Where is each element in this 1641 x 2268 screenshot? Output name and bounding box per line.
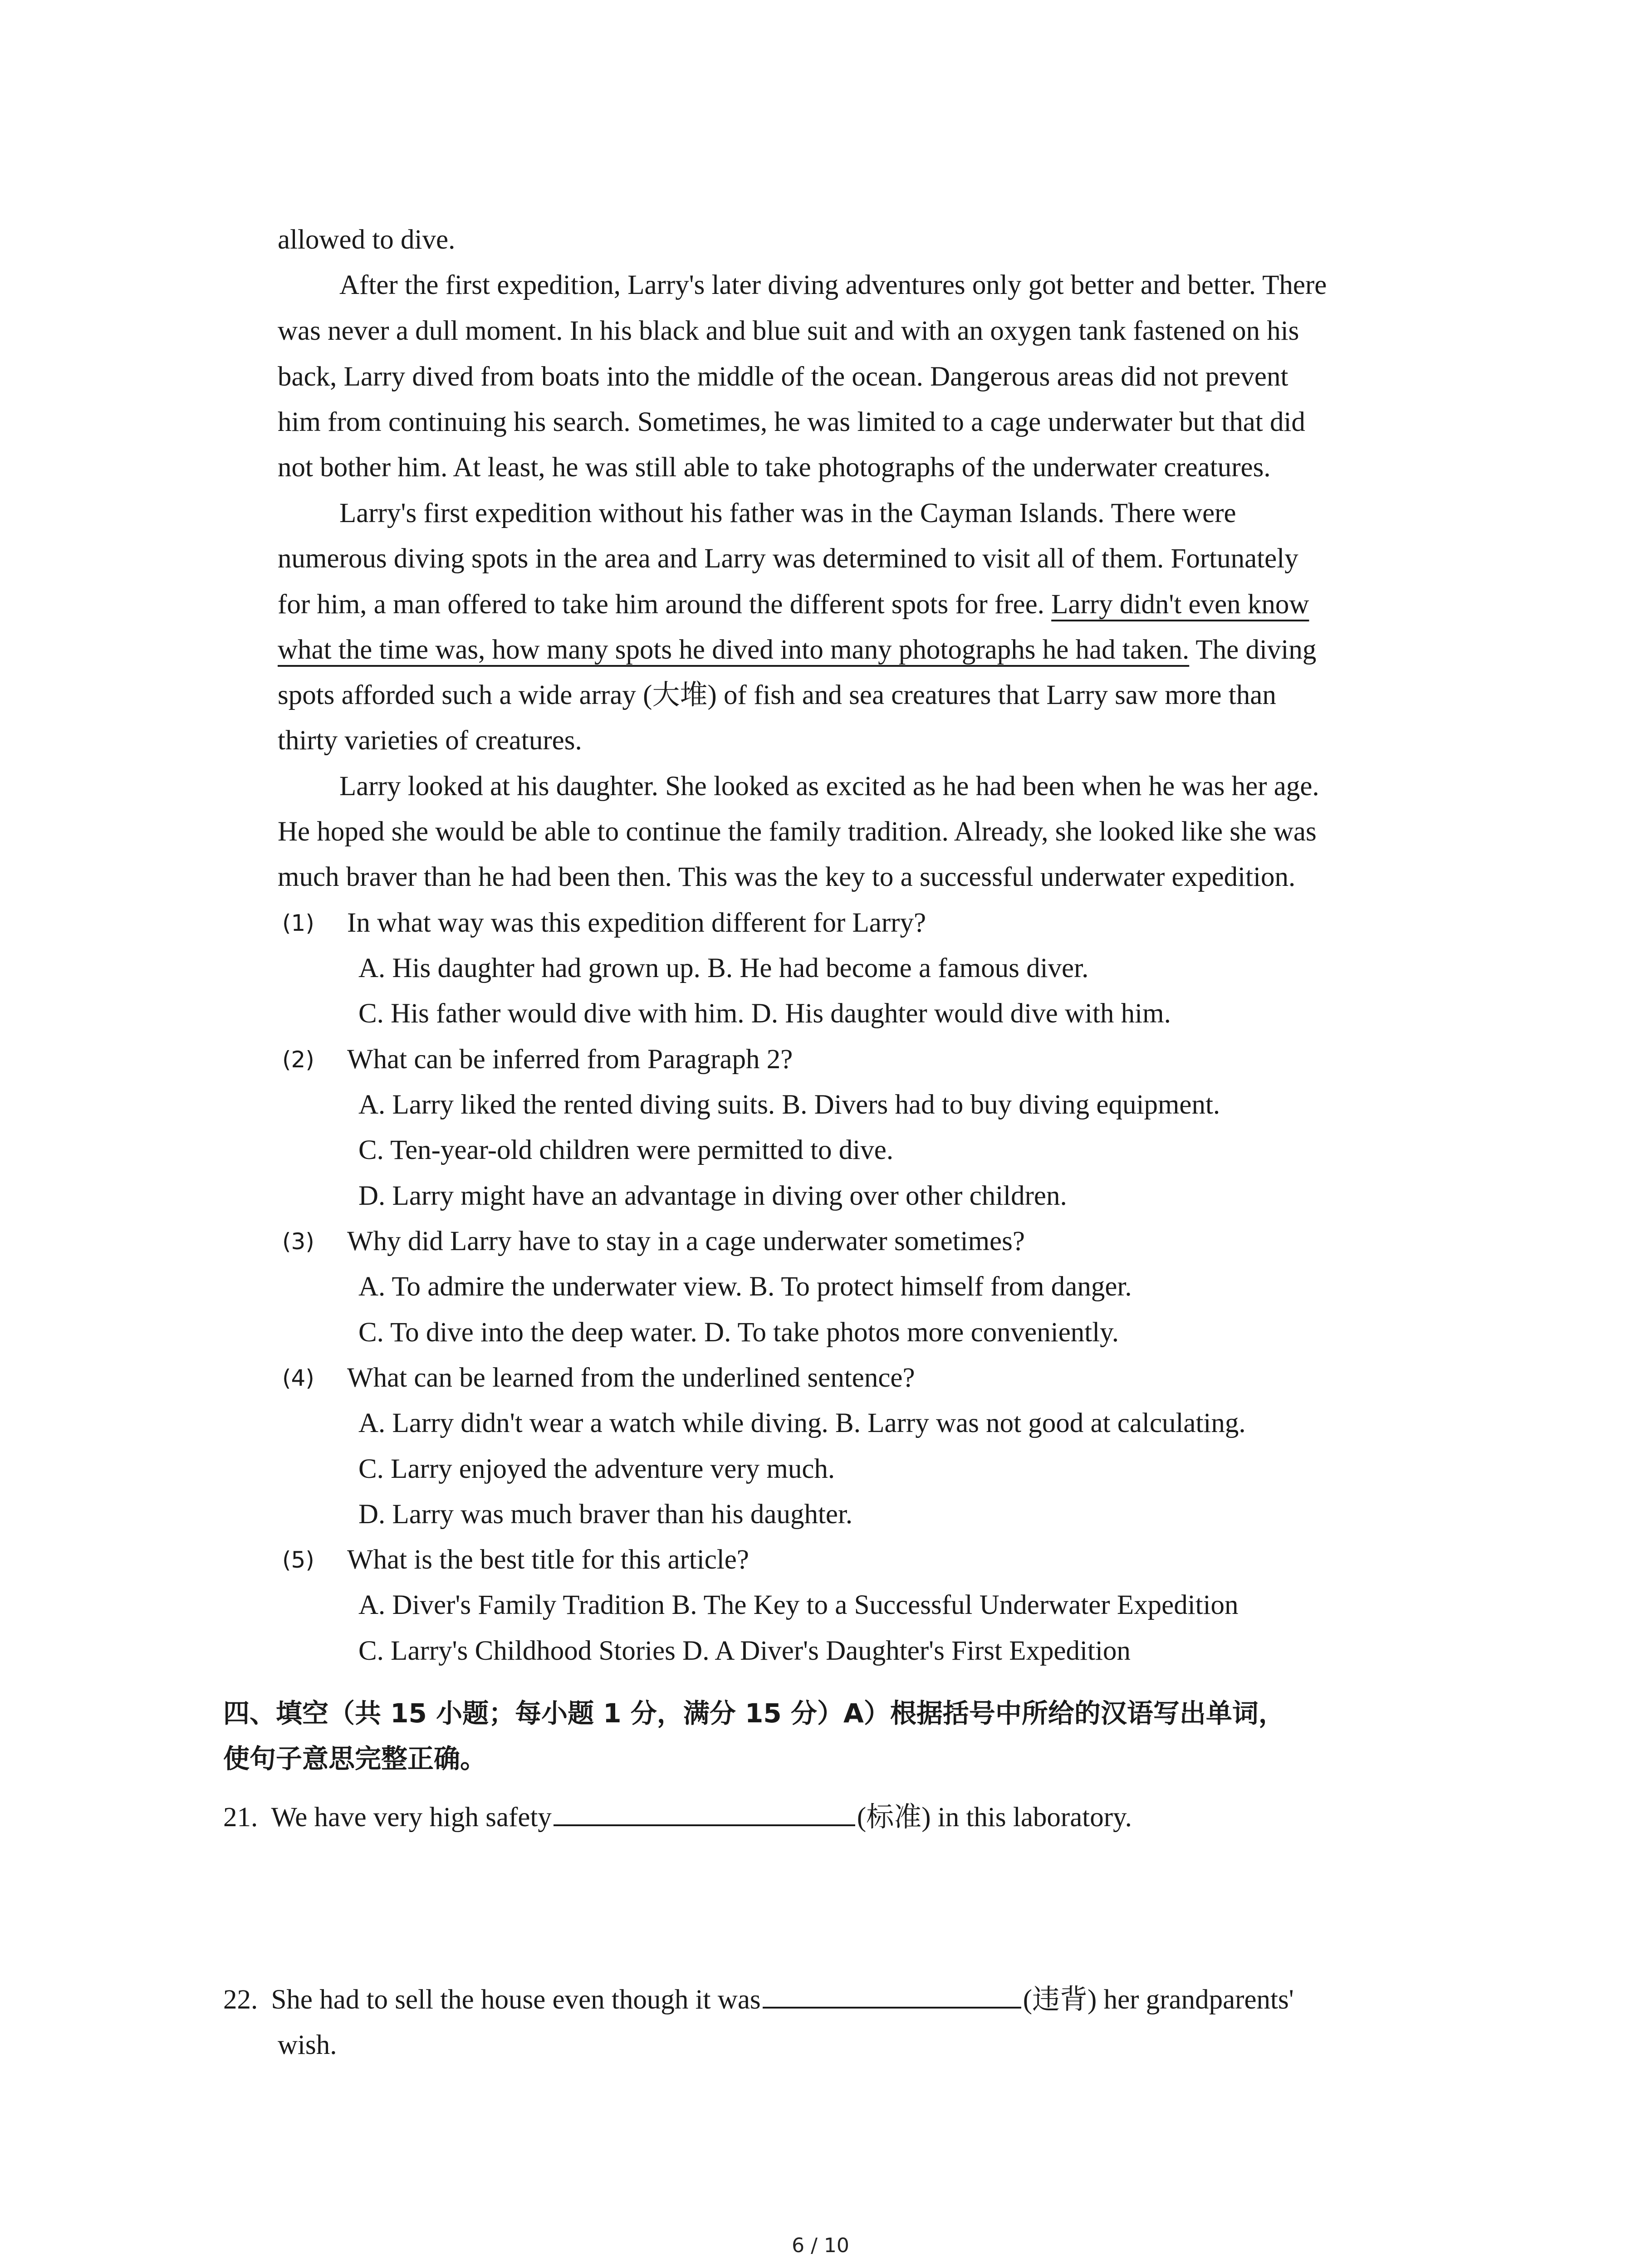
question-option: C. To dive into the deep water. D. To take photos more conveniently. (358, 1317, 1119, 1348)
question-text: (标准) in this laboratory. (857, 1802, 1132, 1833)
passage-line-8: numerous diving spots in the area and Larry was determined to visit all of them. Fortunately (278, 543, 1298, 574)
passage-line-6: not bother him. At least, he was still able to take photographs of the underwater creatures. (278, 452, 1271, 483)
question-option: A. Larry didn't wear a watch while diving. B. Larry was not good at calculating. (358, 1408, 1246, 1438)
section-heading-line-2: 使句子意思完整正确。 (223, 1743, 487, 1774)
page-number: 6 / 10 (792, 2234, 849, 2257)
question-option: C. His father would dive with him. D. His daughter would dive with him. (358, 998, 1171, 1029)
question-option: D. Larry might have an advantage in diving over other children. (358, 1181, 1067, 1211)
question-stem: What can be inferred from Paragraph 2? (347, 1044, 793, 1075)
passage-line-10 (278, 636, 1316, 664)
passage-line-7: Larry's first expedition without his father was in the Cayman Islands. There were (339, 498, 1236, 528)
question-number: 21. (223, 1802, 258, 1833)
question-option: C. Ten-year-old children were permitted to dive. (358, 1135, 894, 1165)
passage-text: for him, a man offered to take him around the different spots for free. (278, 589, 1044, 620)
passage-line-3: was never a dull moment. In his black and blue suit and with an oxygen tank fastened on his (278, 316, 1299, 346)
answer-blank[interactable] (554, 1824, 855, 1826)
question-option: A. Diver's Family Tradition B. The Key to a Successful Underwater Expedition (358, 1590, 1239, 1620)
passage-line-1: allowed to dive. (278, 225, 456, 255)
passage-line-5: him from continuing his search. Sometimes, he was limited to a cage underwater but that did (278, 407, 1305, 437)
passage-text: The diving (1195, 635, 1317, 665)
question-number: (1) (282, 910, 314, 936)
underlined-sentence-part-1: Larry didn't even know (1051, 589, 1309, 620)
fill-question-22 (223, 1986, 1294, 2014)
question-number: (2) (282, 1046, 314, 1073)
passage-line-15: much braver than he had been then. This was the key to a successful underwater expedition. (278, 862, 1296, 892)
question-number: (4) (282, 1365, 314, 1391)
question-number: 22. (223, 1984, 258, 2015)
question-option: D. Larry was much braver than his daughter. (358, 1499, 853, 1530)
passage-line-14: He hoped she would be able to continue the family tradition. Already, she looked like she was (278, 816, 1317, 847)
question-stem: What can be learned from the underlined sentence? (347, 1363, 915, 1393)
question-stem: In what way was this expedition different for Larry? (347, 908, 926, 938)
question-option: A. Larry liked the rented diving suits. B. Divers had to buy diving equipment. (358, 1090, 1220, 1120)
section-heading: 四、填空（共 15 小题；每小题 1 分，满分 15 分）A）根据括号中所给的汉语写出单词， (223, 1698, 1285, 1729)
question-option: C. Larry's Childhood Stories D. A Diver's Daughter's First Expedition (358, 1636, 1131, 1666)
question-text: We have very high safety (271, 1802, 552, 1833)
answer-blank[interactable] (763, 2006, 1021, 2009)
question-text: She had to sell the house even though it was (271, 1984, 761, 2015)
question-stem: Why did Larry have to stay in a cage underwater sometimes? (347, 1226, 1025, 1256)
question-option: A. His daughter had grown up. B. He had become a famous diver. (358, 953, 1089, 983)
passage-line-13: Larry looked at his daughter. She looked as excited as he had been when he was her age. (339, 771, 1319, 802)
passage-line-9 (278, 591, 1309, 618)
question-option: A. To admire the underwater view. B. To protect himself from danger. (358, 1271, 1132, 1302)
underlined-sentence-part-2: what the time was, how many spots he dived into many photographs he had taken. (278, 635, 1190, 665)
question-number: (3) (282, 1228, 314, 1255)
question-number: (5) (282, 1547, 314, 1573)
passage-line-12: thirty varieties of creatures. (278, 725, 582, 756)
question-stem: What is the best title for this article? (347, 1545, 749, 1575)
passage-line-2: After the first expedition, Larry's later diving adventures only got better and better. There (339, 270, 1327, 300)
question-text: (违背) her grandparents' (1023, 1984, 1294, 2015)
passage-line-11: spots afforded such a wide array (大堆) of fish and sea creatures that Larry saw more than (278, 680, 1276, 710)
fill-question-22-continuation: wish. (278, 2030, 337, 2060)
fill-question-21 (223, 1804, 1132, 1831)
passage-line-4: back, Larry dived from boats into the middle of the ocean. Dangerous areas did not prevent (278, 362, 1288, 392)
question-option: C. Larry enjoyed the adventure very much. (358, 1454, 835, 1484)
